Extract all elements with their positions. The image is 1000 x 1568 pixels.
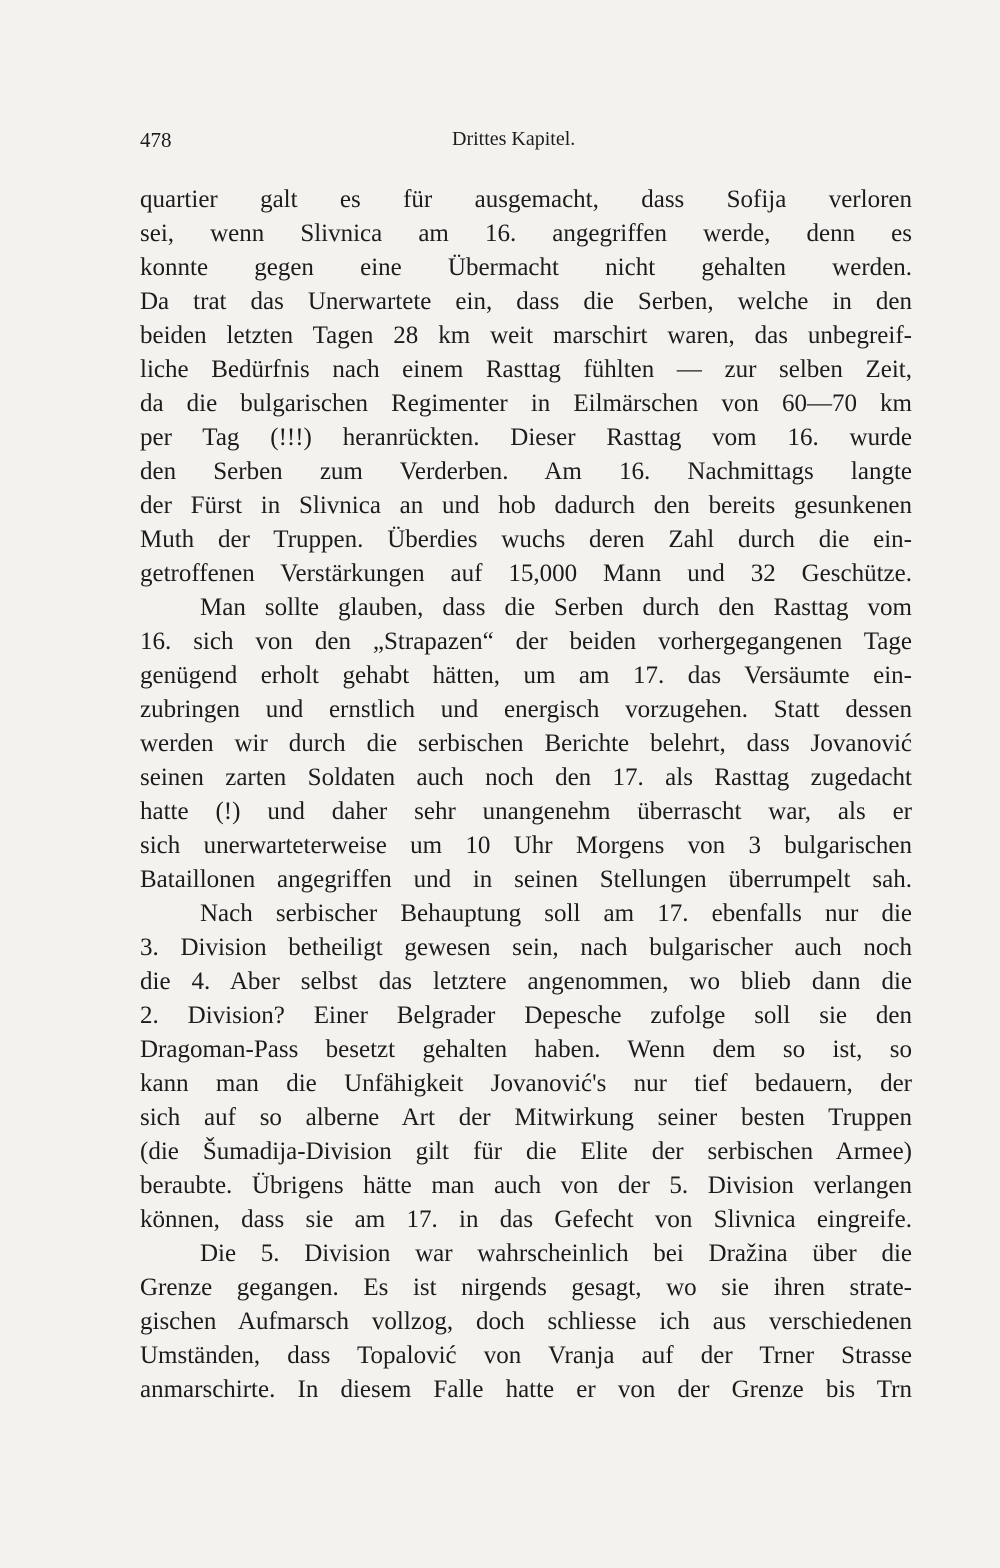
text-line: gischen Aufmarsch vollzog, doch schliesse ich aus verschiedenen [140,1308,912,1335]
text-line: der Fürst in Slivnica an und hob dadurch den bereits gesunkenen [140,492,912,519]
text-line: sich auf so alberne Art der Mitwirkung seiner besten Truppen [140,1104,912,1131]
text-line: Grenze gegangen. Es ist nirgends gesagt, wo sie ihren strate- [140,1274,912,1301]
text-line: die 4. Aber selbst das letztere angenommen, wo blieb dann die [140,968,912,995]
text-line: 3. Division betheiligt gewesen sein, nach bulgarischer auch noch [140,934,912,961]
text-line: Dragoman-Pass besetzt gehalten haben. Wenn dem so ist, so [140,1036,912,1063]
text-line: per Tag (!!!) heranrückten. Dieser Rasttag vom 16. wurde [140,424,912,451]
text-line: beiden letzten Tagen 28 km weit marschirt waren, das unbegreif- [140,322,912,349]
text-line: können, dass sie am 17. in das Gefecht von Slivnica eingreife. [140,1206,912,1233]
page-header [140,128,912,162]
text-line: seinen zarten Soldaten auch noch den 17. als Rasttag zugedacht [140,764,912,791]
running-title: Drittes Kapitel. [452,128,576,150]
text-line: Muth der Truppen. Überdies wuchs deren Zahl durch die ein- [140,526,912,553]
text-line: Umständen, dass Topalović von Vranja auf der Trner Strasse [140,1342,912,1369]
text-line: sei, wenn Slivnica am 16. angegriffen werde, denn es [140,220,912,247]
page-number: 478 [140,128,172,152]
text-line: 16. sich von den „Strapazen“ der beiden vorhergegangenen Tage [140,628,912,655]
paragraph-first-line: Man sollte glauben, dass die Serben durch den Rasttag vom [200,594,912,621]
text-line: beraubte. Übrigens hätte man auch von der 5. Division verlangen [140,1172,912,1199]
text-line: genügend erholt gehabt hätten, um am 17. das Versäumte ein- [140,662,912,689]
text-line: quartier galt es für ausgemacht, dass Sofija verloren [140,186,912,213]
text-line: sich unerwarteterweise um 10 Uhr Morgens von 3 bulgarischen [140,832,912,859]
text-line: liche Bedürfnis nach einem Rasttag fühlten — zur selben Zeit, [140,356,912,383]
text-line: konnte gegen eine Übermacht nicht gehalten werden. [140,254,912,281]
text-line: werden wir durch die serbischen Berichte belehrt, dass Jovanović [140,730,912,757]
text-line: hatte (!) und daher sehr unangenehm überrascht war, als er [140,798,912,825]
text-line: (die Šumadija-Division gilt für die Elite der serbischen Armee) [140,1138,912,1165]
text-line: kann man die Unfähigkeit Jovanović's nur tief bedauern, der [140,1070,912,1097]
text-line: anmarschirte. In diesem Falle hatte er von der Grenze bis Trn [140,1376,912,1403]
text-line: Bataillonen angegriffen und in seinen Stellungen überrumpelt sah. [140,866,912,893]
paragraph-first-line: Die 5. Division war wahrscheinlich bei Dražina über die [200,1240,912,1267]
text-line: da die bulgarischen Regimenter in Eilmärschen von 60—70 km [140,390,912,417]
text-line: 2. Division? Einer Belgrader Depesche zufolge soll sie den [140,1002,912,1029]
paragraph-first-line: Nach serbischer Behauptung soll am 17. ebenfalls nur die [200,900,912,927]
text-line: getroffenen Verstärkungen auf 15,000 Mann und 32 Geschütze. [140,560,912,587]
text-line: den Serben zum Verderben. Am 16. Nachmittags langte [140,458,912,485]
text-line: zubringen und ernstlich und energisch vorzugehen. Statt dessen [140,696,912,723]
text-line: Da trat das Unerwartete ein, dass die Serben, welche in den [140,288,912,315]
